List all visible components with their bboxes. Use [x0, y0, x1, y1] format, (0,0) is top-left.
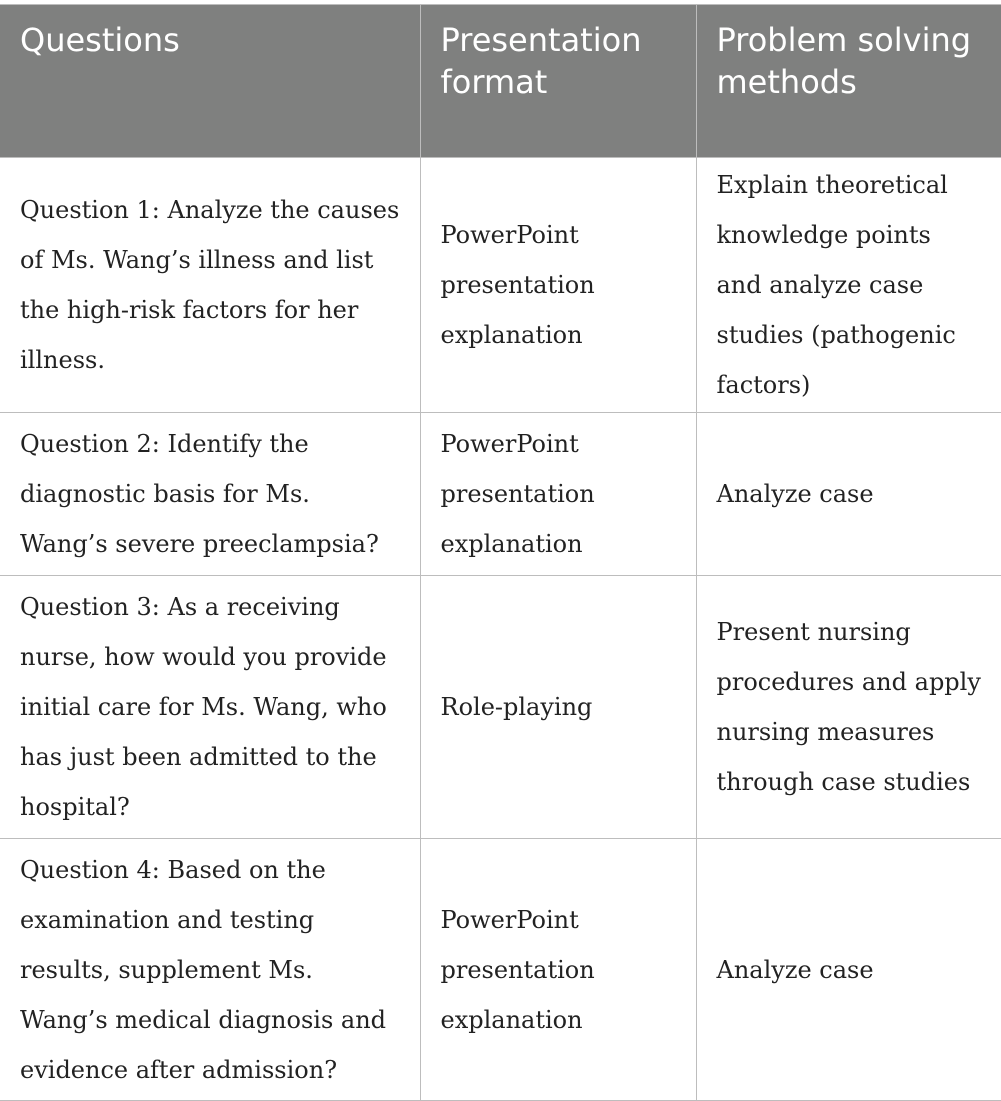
format-cell: PowerPoint presentation explanation — [420, 413, 696, 576]
header-questions: Questions — [0, 5, 420, 158]
table-row — [0, 839, 1001, 1101]
table-row — [0, 158, 1001, 413]
method-cell: Analyze case — [696, 839, 1001, 1101]
question-cell: Question 1: Analyze the causes of Ms. Wang’s illness and list the high-risk factors for her illness. — [0, 158, 420, 413]
method-cell: Present nursing procedures and apply nursing measures through case studies — [696, 576, 1001, 839]
format-cell: PowerPoint presentation explanation — [420, 158, 696, 413]
table-row — [0, 576, 1001, 839]
format-cell: PowerPoint presentation explanation — [420, 839, 696, 1101]
method-cell: Analyze case — [696, 413, 1001, 576]
question-cell: Question 3: As a receiving nurse, how would you provide initial care for Ms. Wang, who has just been admitted to the hospital? — [0, 576, 420, 839]
header-row — [0, 5, 1001, 158]
header-problem-solving-methods: Problem solving methods — [696, 5, 1001, 158]
questions-table — [0, 4, 1001, 1101]
format-cell: Role-playing — [420, 576, 696, 839]
table-row — [0, 413, 1001, 576]
header-presentation-format: Presentation format — [420, 5, 696, 158]
question-cell: Question 4: Based on the examination and testing results, supplement Ms. Wang’s medical diagnosis and evidence after admission? — [0, 839, 420, 1101]
question-cell: Question 2: Identify the diagnostic basis for Ms. Wang’s severe preeclampsia? — [0, 413, 420, 576]
method-cell: Explain theoretical knowledge points and analyze case studies (pathogenic factors) — [696, 158, 1001, 413]
